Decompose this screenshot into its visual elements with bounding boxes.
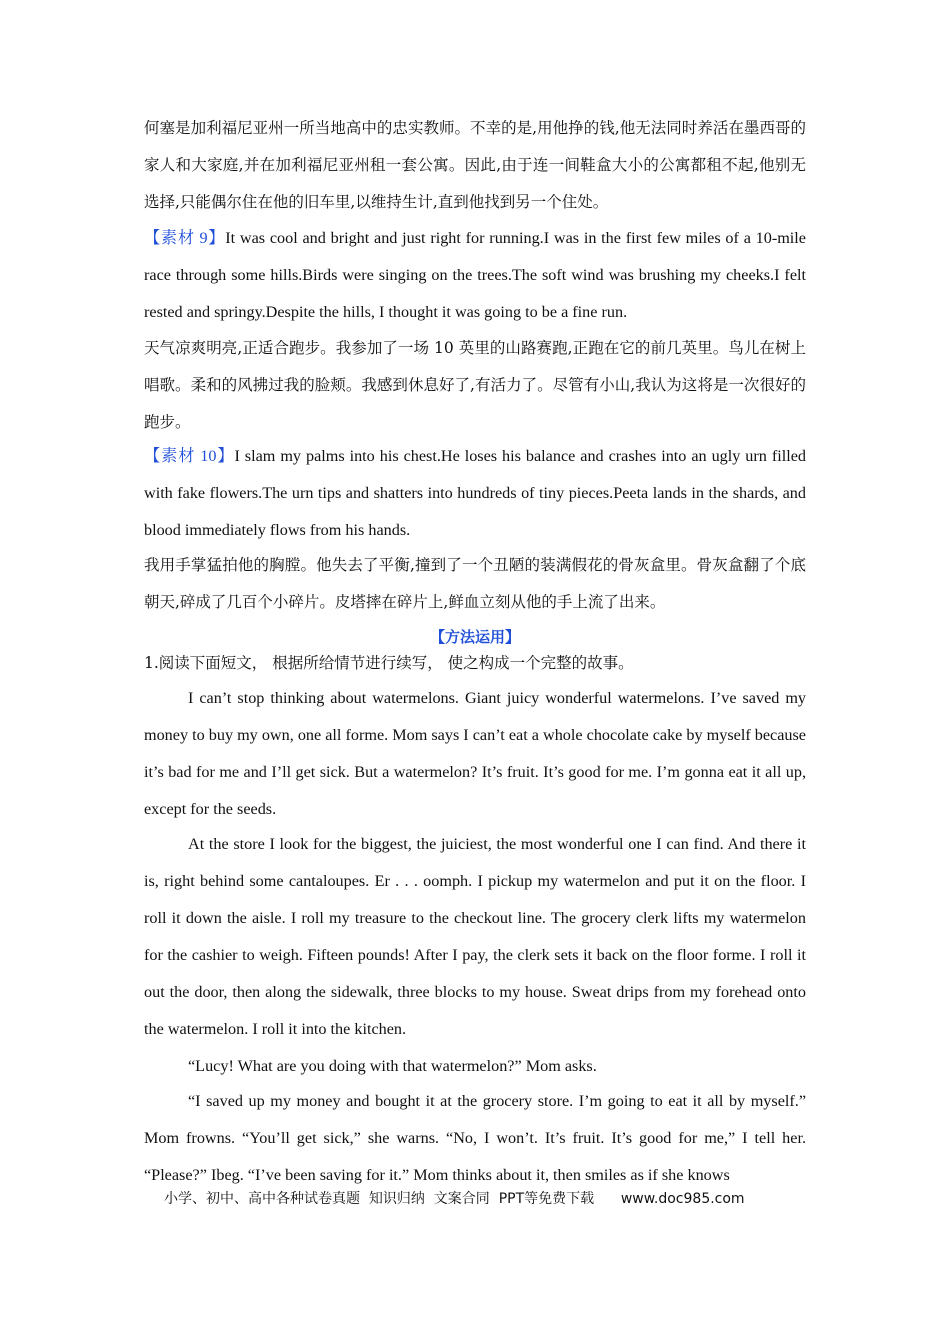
material-10-english [144,438,806,549]
story-paragraph-4: “I saved up my money and bought it at the grocery store. I’m going to eat it all by myself.” Mom frowns. “You’ll get sick,” she warns. “No, I won’t. It’s fruit. It’s good for me,” I tell her. “Please?” Ibeg. “I’ve been saving for it.” Mom thinks about it, then smiles as if she knows [144,1092,806,1184]
material-10-tag: 【素材 10】 [144,447,235,465]
material-9-tag: 【素材 9】 [144,229,226,247]
material-10-text: I slam my palms into his chest.He loses his balance and crashes into an ugly urn filled with fake flowers.The urn tips and shatters into hundreds of tiny pieces.Peeta lands in the shards, and blood immediately flows from his hands. [144,447,807,539]
material-9-text: It was cool and bright and just right for running.I was in the first few miles of a 10-mile race through some hills.Birds were singing on the trees.The soft wind was brushing my cheeks.I felt rested and springy.Despite the hills, I thought it was going to be a fine run. [144,229,806,321]
page-footer: 小学、初中、高中各种试卷真题 知识归纳 文案合同 PPT等免费下载 www.doc985.com [164,1191,745,1207]
material-10-chinese: 我用手掌猛拍他的胸膛。他失去了平衡,撞到了一个丑陋的装满假花的骨灰盒里。骨灰盒翻了个底朝天,碎成了几百个小碎片。皮塔摔在碎片上,鲜血立刻从他的手上流了出来。 [144,556,806,611]
story-paragraph-3: “Lucy! What are you doing with that watermelon?” Mom asks. [188,1057,597,1075]
material-9-chinese: 天气凉爽明亮,正适合跑步。我参加了一场 10 英里的山路赛跑,正跑在它的前几英里。鸟儿在树上唱歌。柔和的风拂过我的脸颊。我感到休息好了,有活力了。尽管有小山,我认为这将是一次很好的跑步。 [144,339,806,431]
paragraph-jose-translation: 何塞是加利福尼亚州一所当地高中的忠实教师。不幸的是,用他挣的钱,他无法同时养活在墨西哥的家人和大家庭,并在加利福尼亚州租一套公寓。因此,由于连一间鞋盒大小的公寓都租不起,他别无选择,只能偶尔住在他的旧车里,以维持生计,直到他找到另一个住处。 [144,119,806,211]
material-9-english [144,220,806,331]
method-heading: 【方法运用】 [429,628,520,646]
story-paragraph-2: At the store I look for the biggest, the juiciest, the most wonderful one I can find. And there it is, right behind some cantaloupes. Er . . . oomph. I pickup my watermelon and put it on the floor. I roll it down the aisle. I roll my treasure to the checkout line. The grocery clerk lifts my watermelon for the cashier to weigh. Fifteen pounds! After I pay, the clerk sets it back on the floor forme. I roll it out the door, then along the sidewalk, three blocks to my house. Sweat drips from my forehead onto the watermelon. I roll it into the kitchen. [144,835,806,1038]
story-paragraph-1: I can’t stop thinking about watermelons. Giant juicy wonderful watermelons. I’ve saved my money to buy my own, one all forme. Mom says I can’t eat a whole chocolate cake by myself because it’s bad for me and I’ll get sick. But a watermelon? It’s fruit. It’s good for me. I’m gonna eat it all up, except for the seeds. [144,689,806,818]
question-1: 1.阅读下面短文， 根据所给情节进行续写， 使之构成一个完整的故事。 [144,654,634,672]
